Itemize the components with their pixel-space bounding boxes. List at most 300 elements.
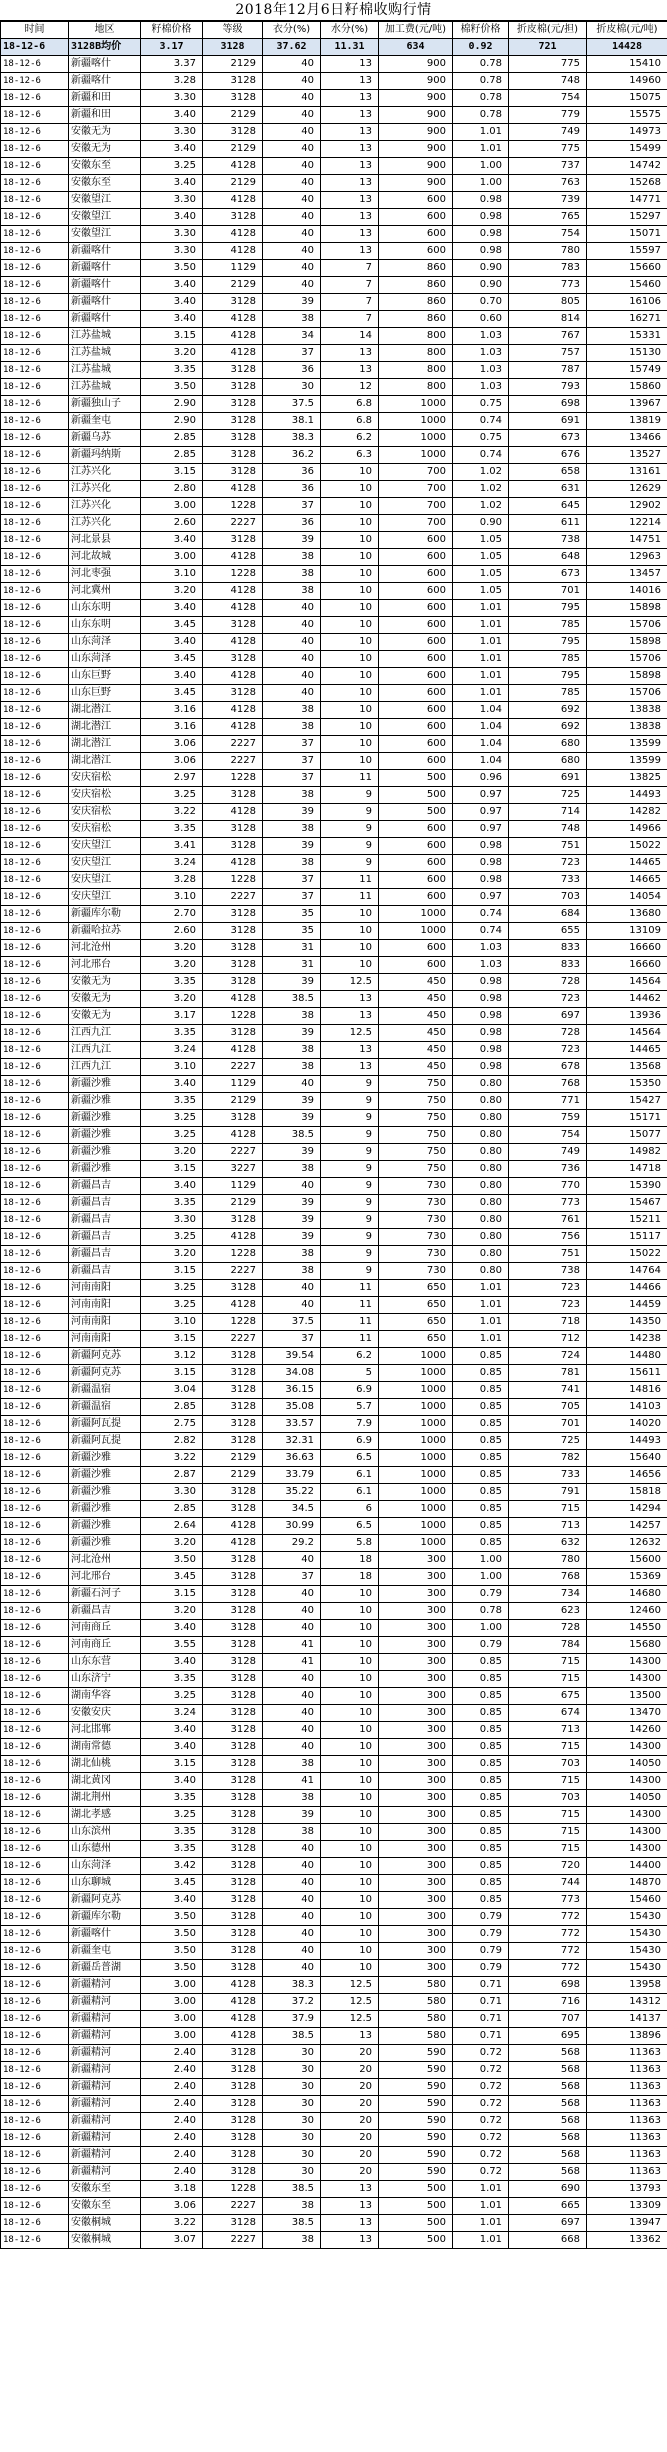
cell-grade: 4128	[203, 549, 263, 566]
cell-grade: 1129	[203, 260, 263, 277]
cell-grade: 4128	[203, 481, 263, 498]
cell-lint-per-dan: 763	[509, 175, 587, 192]
cell-processing-fee: 730	[379, 1178, 453, 1195]
cell-moisture: 9	[321, 1127, 379, 1144]
cell-processing-fee: 600	[379, 583, 453, 600]
cell-processing-fee: 300	[379, 1705, 453, 1722]
cell-processing-fee: 600	[379, 685, 453, 702]
cell-seed-cotton-price: 3.40	[141, 1654, 203, 1671]
cell-lint-per-dan: 675	[509, 1688, 587, 1705]
cell-cottonseed-price: 0.98	[453, 855, 509, 872]
cell-lint-per-dan: 568	[509, 2113, 587, 2130]
summary-seed-cotton-price: 3.17	[141, 39, 203, 56]
cell-moisture: 10	[321, 1637, 379, 1654]
table-row	[1, 719, 667, 736]
cell-seed-cotton-price: 3.40	[141, 634, 203, 651]
cell-region: 安徽无为	[69, 124, 141, 141]
cell-grade: 3128	[203, 464, 263, 481]
cell-seed-cotton-price: 3.20	[141, 1603, 203, 1620]
cell-cottonseed-price: 0.85	[453, 1654, 509, 1671]
table-row	[1, 855, 667, 872]
cell-grade: 2129	[203, 277, 263, 294]
cell-grade: 3128	[203, 1960, 263, 1977]
cell-region: 河北邯郸	[69, 1722, 141, 1739]
cell-moisture: 10	[321, 1926, 379, 1943]
cell-time: 18-12-6	[1, 2062, 69, 2079]
cell-lint-per-dan: 734	[509, 1586, 587, 1603]
cell-processing-fee: 750	[379, 1093, 453, 1110]
cell-lint-per-dan: 703	[509, 1790, 587, 1807]
cell-time: 18-12-6	[1, 464, 69, 481]
cell-seed-cotton-price: 2.60	[141, 515, 203, 532]
cell-grade: 2129	[203, 1093, 263, 1110]
cell-region: 江苏盐城	[69, 328, 141, 345]
cell-time: 18-12-6	[1, 1875, 69, 1892]
cell-time: 18-12-6	[1, 1195, 69, 1212]
cell-grade: 3128	[203, 838, 263, 855]
cell-grade: 4128	[203, 1042, 263, 1059]
cell-cottonseed-price: 0.74	[453, 923, 509, 940]
cell-lint-percentage: 39.54	[263, 1348, 321, 1365]
cell-region: 安庆望江	[69, 838, 141, 855]
cell-cottonseed-price: 0.85	[453, 1365, 509, 1382]
header-moisture: 水分(%)	[321, 22, 379, 39]
cell-time: 18-12-6	[1, 2147, 69, 2164]
cell-grade: 1228	[203, 2181, 263, 2198]
cell-processing-fee: 900	[379, 124, 453, 141]
cell-grade: 3128	[203, 1824, 263, 1841]
cell-seed-cotton-price: 3.25	[141, 1229, 203, 1246]
cell-moisture: 10	[321, 906, 379, 923]
cell-grade: 3128	[203, 1892, 263, 1909]
cell-lint-per-ton: 13825	[587, 770, 667, 787]
cell-cottonseed-price: 0.98	[453, 1008, 509, 1025]
cell-region: 新疆沙雅	[69, 1127, 141, 1144]
summary-lint-per-dan: 721	[509, 39, 587, 56]
cell-lint-percentage: 37.5	[263, 1314, 321, 1331]
cell-processing-fee: 1000	[379, 1348, 453, 1365]
cell-lint-per-ton: 12632	[587, 1535, 667, 1552]
cell-grade: 3128	[203, 1688, 263, 1705]
cell-lint-per-ton: 14462	[587, 991, 667, 1008]
cell-processing-fee: 590	[379, 2079, 453, 2096]
cell-lint-per-dan: 779	[509, 107, 587, 124]
cell-region: 河南南阳	[69, 1297, 141, 1314]
cell-lint-percentage: 39	[263, 974, 321, 991]
cell-cottonseed-price: 0.72	[453, 2079, 509, 2096]
cell-time: 18-12-6	[1, 804, 69, 821]
cell-region: 新疆阿瓦提	[69, 1433, 141, 1450]
cell-lint-percentage: 31	[263, 940, 321, 957]
cell-lint-per-ton: 14300	[587, 1807, 667, 1824]
cell-lint-percentage: 38	[263, 566, 321, 583]
cell-region: 湖北潜江	[69, 719, 141, 736]
cell-lint-per-dan: 690	[509, 2181, 587, 2198]
cell-time: 18-12-6	[1, 1025, 69, 1042]
cell-seed-cotton-price: 3.00	[141, 2028, 203, 2045]
cell-processing-fee: 900	[379, 107, 453, 124]
cell-lint-per-ton: 14459	[587, 1297, 667, 1314]
cell-cottonseed-price: 0.79	[453, 1637, 509, 1654]
cell-moisture: 5	[321, 1365, 379, 1382]
cell-lint-per-ton: 13309	[587, 2198, 667, 2215]
cell-region: 安徽望江	[69, 192, 141, 209]
cell-lint-per-ton: 14137	[587, 2011, 667, 2028]
cell-lint-per-dan: 785	[509, 651, 587, 668]
cell-grade: 3128	[203, 1620, 263, 1637]
cell-lint-per-dan: 751	[509, 1246, 587, 1263]
cell-lint-per-ton: 14764	[587, 1263, 667, 1280]
cell-seed-cotton-price: 3.16	[141, 702, 203, 719]
cell-lint-percentage: 40	[263, 685, 321, 702]
cell-lint-per-ton: 14054	[587, 889, 667, 906]
cell-lint-percentage: 37	[263, 889, 321, 906]
cell-moisture: 11	[321, 1280, 379, 1297]
table-row	[1, 1977, 667, 1994]
cell-lint-per-ton: 14973	[587, 124, 667, 141]
cell-lint-percentage: 40	[263, 668, 321, 685]
cell-grade: 4128	[203, 855, 263, 872]
cell-lint-percentage: 38	[263, 702, 321, 719]
cell-grade: 3128	[203, 940, 263, 957]
cell-lint-per-dan: 791	[509, 1484, 587, 1501]
cell-lint-percentage: 38.5	[263, 2181, 321, 2198]
cell-lint-percentage: 39	[263, 294, 321, 311]
cell-moisture: 10	[321, 634, 379, 651]
cell-moisture: 11	[321, 872, 379, 889]
cell-cottonseed-price: 0.72	[453, 2164, 509, 2181]
cell-processing-fee: 600	[379, 753, 453, 770]
cell-lint-per-ton: 13838	[587, 719, 667, 736]
cell-seed-cotton-price: 2.40	[141, 2096, 203, 2113]
cell-cottonseed-price: 1.02	[453, 498, 509, 515]
table-row	[1, 124, 667, 141]
cell-seed-cotton-price: 3.40	[141, 1739, 203, 1756]
cell-time: 18-12-6	[1, 889, 69, 906]
cell-lint-percentage: 38.5	[263, 2215, 321, 2232]
header-processing-fee: 加工费(元/吨)	[379, 22, 453, 39]
table-row	[1, 702, 667, 719]
cell-time: 18-12-6	[1, 124, 69, 141]
cell-lint-per-ton: 14816	[587, 1382, 667, 1399]
cell-processing-fee: 1000	[379, 1399, 453, 1416]
cell-seed-cotton-price: 3.55	[141, 1637, 203, 1654]
cell-cottonseed-price: 0.80	[453, 1127, 509, 1144]
cell-cottonseed-price: 0.85	[453, 1875, 509, 1892]
cell-lint-percentage: 37	[263, 753, 321, 770]
cell-time: 18-12-6	[1, 175, 69, 192]
cell-lint-percentage: 38	[263, 855, 321, 872]
table-row	[1, 1960, 667, 1977]
cell-time: 18-12-6	[1, 209, 69, 226]
cell-region: 新疆喀什	[69, 73, 141, 90]
cell-processing-fee: 650	[379, 1314, 453, 1331]
cell-region: 新疆昌吉	[69, 1603, 141, 1620]
cell-time: 18-12-6	[1, 1178, 69, 1195]
cell-grade: 4128	[203, 804, 263, 821]
cell-grade: 3128	[203, 2113, 263, 2130]
cell-cottonseed-price: 1.05	[453, 549, 509, 566]
cell-lint-per-ton: 13819	[587, 413, 667, 430]
cell-region: 新疆喀什	[69, 294, 141, 311]
cell-processing-fee: 300	[379, 1790, 453, 1807]
cell-moisture: 13	[321, 1059, 379, 1076]
cell-lint-percentage: 38	[263, 1263, 321, 1280]
table-row	[1, 1433, 667, 1450]
cell-grade: 1228	[203, 872, 263, 889]
cell-seed-cotton-price: 3.35	[141, 1671, 203, 1688]
cell-processing-fee: 590	[379, 2147, 453, 2164]
cell-lint-percentage: 38	[263, 583, 321, 600]
cell-moisture: 20	[321, 2130, 379, 2147]
cell-lint-per-dan: 668	[509, 2232, 587, 2249]
cell-cottonseed-price: 0.90	[453, 260, 509, 277]
cell-cottonseed-price: 0.78	[453, 107, 509, 124]
table-row	[1, 294, 667, 311]
cell-moisture: 13	[321, 2028, 379, 2045]
cell-region: 新疆昌吉	[69, 1212, 141, 1229]
table-row	[1, 498, 667, 515]
cell-grade: 4128	[203, 1994, 263, 2011]
cell-seed-cotton-price: 2.70	[141, 906, 203, 923]
cell-seed-cotton-price: 2.80	[141, 481, 203, 498]
cell-lint-percentage: 40	[263, 634, 321, 651]
cell-moisture: 13	[321, 243, 379, 260]
cell-seed-cotton-price: 3.15	[141, 1756, 203, 1773]
cell-region: 河北邢台	[69, 957, 141, 974]
cell-time: 18-12-6	[1, 1484, 69, 1501]
cell-grade: 4128	[203, 991, 263, 1008]
cell-moisture: 11	[321, 1314, 379, 1331]
cell-time: 18-12-6	[1, 1399, 69, 1416]
cell-region: 安徽无为	[69, 141, 141, 158]
cell-cottonseed-price: 0.60	[453, 311, 509, 328]
cell-lint-per-ton: 11363	[587, 2045, 667, 2062]
cell-lint-percentage: 40	[263, 1722, 321, 1739]
cell-cottonseed-price: 0.85	[453, 1399, 509, 1416]
table-row	[1, 1161, 667, 1178]
cell-time: 18-12-6	[1, 447, 69, 464]
cell-lint-per-dan: 725	[509, 1433, 587, 1450]
cell-processing-fee: 1000	[379, 1365, 453, 1382]
cell-region: 江苏兴化	[69, 481, 141, 498]
cell-lint-percentage: 40	[263, 1739, 321, 1756]
cell-seed-cotton-price: 3.40	[141, 600, 203, 617]
cell-region: 江苏盐城	[69, 379, 141, 396]
cell-time: 18-12-6	[1, 1501, 69, 1518]
table-row	[1, 1892, 667, 1909]
cell-lint-percentage: 40	[263, 1875, 321, 1892]
cell-lint-per-ton: 12963	[587, 549, 667, 566]
cell-time: 18-12-6	[1, 1467, 69, 1484]
cell-lint-per-dan: 772	[509, 1943, 587, 1960]
cell-processing-fee: 750	[379, 1144, 453, 1161]
table-row	[1, 1858, 667, 1875]
cell-processing-fee: 900	[379, 56, 453, 73]
cell-lint-per-dan: 665	[509, 2198, 587, 2215]
cell-seed-cotton-price: 3.06	[141, 753, 203, 770]
cell-grade: 3128	[203, 430, 263, 447]
cell-lint-per-dan: 748	[509, 73, 587, 90]
cell-moisture: 13	[321, 1008, 379, 1025]
cell-lint-per-ton: 14350	[587, 1314, 667, 1331]
cell-seed-cotton-price: 3.10	[141, 1314, 203, 1331]
cell-cottonseed-price: 0.80	[453, 1263, 509, 1280]
cell-time: 18-12-6	[1, 481, 69, 498]
cell-time: 18-12-6	[1, 2113, 69, 2130]
cell-lint-per-ton: 14300	[587, 1654, 667, 1671]
cell-moisture: 7	[321, 294, 379, 311]
cell-lint-per-ton: 13527	[587, 447, 667, 464]
cell-processing-fee: 300	[379, 1960, 453, 1977]
cell-seed-cotton-price: 2.90	[141, 413, 203, 430]
cell-time: 18-12-6	[1, 2198, 69, 2215]
cell-lint-per-dan: 785	[509, 617, 587, 634]
table-row	[1, 1042, 667, 1059]
table-row	[1, 2215, 667, 2232]
summary-moisture: 11.31	[321, 39, 379, 56]
cell-region: 新疆沙雅	[69, 1110, 141, 1127]
cell-lint-per-ton: 14493	[587, 787, 667, 804]
cell-processing-fee: 500	[379, 770, 453, 787]
cell-lint-percentage: 33.79	[263, 1467, 321, 1484]
cell-grade: 2227	[203, 1331, 263, 1348]
cell-moisture: 10	[321, 1586, 379, 1603]
table-row	[1, 1535, 667, 1552]
cell-lint-per-dan: 673	[509, 430, 587, 447]
cell-seed-cotton-price: 3.45	[141, 685, 203, 702]
cell-seed-cotton-price: 3.15	[141, 1331, 203, 1348]
cell-time: 18-12-6	[1, 991, 69, 1008]
cell-lint-per-ton: 13599	[587, 753, 667, 770]
cell-cottonseed-price: 0.72	[453, 2113, 509, 2130]
cell-lint-percentage: 38	[263, 311, 321, 328]
cell-moisture: 13	[321, 362, 379, 379]
cell-lint-percentage: 37	[263, 736, 321, 753]
cell-grade: 3128	[203, 1909, 263, 1926]
table-row	[1, 413, 667, 430]
cell-lint-percentage: 40	[263, 1926, 321, 1943]
cell-moisture: 13	[321, 73, 379, 90]
cell-processing-fee: 300	[379, 1909, 453, 1926]
cell-lint-percentage: 38	[263, 1790, 321, 1807]
cell-cottonseed-price: 1.00	[453, 1552, 509, 1569]
cell-seed-cotton-price: 3.20	[141, 1535, 203, 1552]
cell-region: 河南南阳	[69, 1331, 141, 1348]
table-row	[1, 158, 667, 175]
cell-lint-per-ton: 13896	[587, 2028, 667, 2045]
table-row	[1, 1722, 667, 1739]
table-body	[1, 56, 667, 2249]
cell-lint-per-ton: 14300	[587, 1773, 667, 1790]
table-row	[1, 277, 667, 294]
table-row	[1, 1025, 667, 1042]
cell-lint-percentage: 40	[263, 90, 321, 107]
cell-seed-cotton-price: 3.50	[141, 1552, 203, 1569]
cell-moisture: 6.5	[321, 1450, 379, 1467]
cell-processing-fee: 450	[379, 1008, 453, 1025]
cell-processing-fee: 300	[379, 1552, 453, 1569]
cell-time: 18-12-6	[1, 1790, 69, 1807]
cell-grade: 4128	[203, 1535, 263, 1552]
cell-processing-fee: 590	[379, 2096, 453, 2113]
cell-lint-per-dan: 716	[509, 1994, 587, 2011]
cell-processing-fee: 600	[379, 889, 453, 906]
cell-grade: 4128	[203, 158, 263, 175]
cell-lint-percentage: 38	[263, 1042, 321, 1059]
cell-grade: 3128	[203, 73, 263, 90]
cell-region: 新疆库尔勒	[69, 1909, 141, 1926]
cell-lint-per-dan: 691	[509, 413, 587, 430]
cell-lint-per-ton: 14238	[587, 1331, 667, 1348]
cell-region: 新疆精河	[69, 2147, 141, 2164]
cell-lint-per-dan: 749	[509, 124, 587, 141]
cell-grade: 4128	[203, 600, 263, 617]
cell-lint-per-ton: 14564	[587, 974, 667, 991]
cell-time: 18-12-6	[1, 56, 69, 73]
cell-grade: 1228	[203, 770, 263, 787]
cell-processing-fee: 1000	[379, 430, 453, 447]
cell-lint-per-ton: 15660	[587, 260, 667, 277]
cell-cottonseed-price: 0.80	[453, 1212, 509, 1229]
price-table	[0, 21, 667, 2249]
summary-row	[1, 39, 667, 56]
cell-lint-percentage: 30	[263, 2147, 321, 2164]
cell-cottonseed-price: 1.01	[453, 668, 509, 685]
cell-lint-percentage: 40	[263, 1297, 321, 1314]
cell-lint-percentage: 39	[263, 1093, 321, 1110]
cell-moisture: 6.9	[321, 1433, 379, 1450]
cell-grade: 3128	[203, 396, 263, 413]
cell-cottonseed-price: 1.01	[453, 2198, 509, 2215]
cell-lint-per-ton: 15075	[587, 90, 667, 107]
cell-lint-per-dan: 733	[509, 1467, 587, 1484]
cell-time: 18-12-6	[1, 1824, 69, 1841]
cell-processing-fee: 300	[379, 1892, 453, 1909]
cell-region: 新疆沙雅	[69, 1076, 141, 1093]
cell-processing-fee: 860	[379, 260, 453, 277]
table-row	[1, 1603, 667, 1620]
cell-seed-cotton-price: 3.35	[141, 1841, 203, 1858]
cell-grade: 3128	[203, 1586, 263, 1603]
cell-grade: 3128	[203, 1552, 263, 1569]
table-row	[1, 668, 667, 685]
cell-grade: 2227	[203, 515, 263, 532]
header-seed-cotton-price: 籽棉价格	[141, 22, 203, 39]
cell-lint-per-ton: 15390	[587, 1178, 667, 1195]
cell-moisture: 20	[321, 2113, 379, 2130]
cell-seed-cotton-price: 3.24	[141, 1705, 203, 1722]
cell-lint-per-dan: 749	[509, 1144, 587, 1161]
cell-time: 18-12-6	[1, 328, 69, 345]
cell-lint-per-dan: 744	[509, 1875, 587, 1892]
cell-processing-fee: 300	[379, 1586, 453, 1603]
cell-region: 安庆宿松	[69, 804, 141, 821]
table-row	[1, 311, 667, 328]
cell-cottonseed-price: 0.85	[453, 1382, 509, 1399]
cell-region: 安庆望江	[69, 872, 141, 889]
table-row	[1, 1229, 667, 1246]
cell-lint-per-ton: 14550	[587, 1620, 667, 1637]
cell-seed-cotton-price: 3.06	[141, 736, 203, 753]
table-row	[1, 583, 667, 600]
cell-moisture: 7	[321, 311, 379, 328]
cell-lint-percentage: 40	[263, 192, 321, 209]
cell-region: 新疆岳普湖	[69, 1960, 141, 1977]
cell-time: 18-12-6	[1, 957, 69, 974]
cell-grade: 3128	[203, 974, 263, 991]
cell-moisture: 12	[321, 379, 379, 396]
